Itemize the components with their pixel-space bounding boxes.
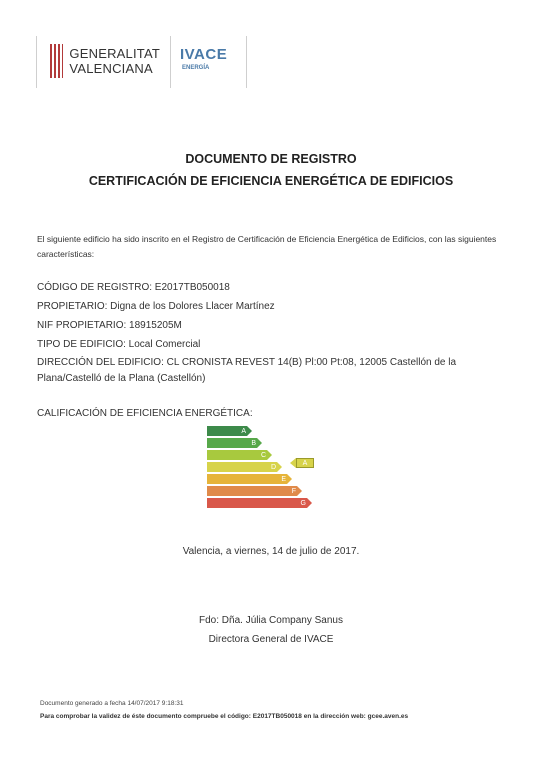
intro-paragraph: El siguiente edificio ha sido inscrito en el Registro de Certificación de Eficiencia Energética de Edificios, con las siguientes características: — [37, 234, 497, 259]
rating-bar-arrow-icon — [277, 462, 282, 472]
rating-bar-arrow-icon — [267, 450, 272, 460]
generalitat-emblem-icon — [50, 44, 63, 78]
generalitat-name-line1: GENERALITAT — [69, 46, 160, 61]
ivace-sub: ENERGÍA — [182, 65, 210, 71]
rating-bar-letter: A — [241, 427, 246, 435]
header-divider-left — [36, 36, 37, 88]
field-codigo-registro: CÓDIGO DE REGISTRO: E2017TB050018 — [37, 282, 230, 293]
rating-bar-arrow-icon — [307, 498, 312, 508]
rating-bar-f — [207, 486, 297, 496]
ivace-name: IVACE — [180, 46, 228, 63]
rating-bar-c — [207, 450, 267, 460]
rating-bar-d — [207, 462, 277, 472]
rating-bar-letter: D — [270, 463, 276, 471]
field-direccion-line2: Plana/Castelló de la Plana (Castellón) — [37, 373, 206, 384]
document-subtitle: CERTIFICACIÓN DE EFICIENCIA ENERGÉTICA DE EDIFICIOS — [88, 174, 454, 188]
footer-generated-date: Documento generado a fecha 14/07/2017 9:18:31 — [40, 700, 184, 707]
footer-validation-note: Para comprobar la validez de éste documento compruebe el código: E2017TB050018 en la dirección web: gcee.aven.es — [40, 713, 409, 720]
rating-bar-b — [207, 438, 257, 448]
header-divider-right — [246, 36, 247, 88]
signature-role: Directora General de IVACE — [208, 634, 334, 645]
rating-bar-letter: B — [251, 439, 256, 447]
rating-bar-a — [207, 426, 247, 436]
signature-name: Fdo: Dña. Júlia Company Sanus — [199, 615, 343, 626]
field-tipo-edificio: TIPO DE EDIFICIO: Local Comercial — [37, 339, 201, 350]
rating-bar-arrow-icon — [247, 426, 252, 436]
field-direccion-line1: DIRECCIÓN DEL EDIFICIO: CL CRONISTA REVEST 14(B) Pl:00 Pt:08, 12005 Castellón de la — [37, 357, 457, 368]
rating-bar-arrow-icon — [287, 474, 292, 484]
rating-indicator-letter: A — [296, 458, 314, 468]
rating-bar-letter: F — [291, 487, 296, 495]
generalitat-logo — [50, 38, 160, 84]
rating-bar-letter: G — [300, 499, 306, 507]
rating-bar-arrow-icon — [257, 438, 262, 448]
rating-indicator — [290, 458, 314, 468]
field-nif-propietario: NIF PROPIETARIO: 18915205M — [37, 320, 182, 331]
ivace-logo — [180, 46, 240, 82]
generalitat-name-line2: VALENCIANA — [69, 61, 153, 76]
field-propietario: PROPIETARIO: Digna de los Dolores Llacer Martínez — [37, 301, 275, 312]
header-divider-middle — [170, 36, 171, 88]
issue-date: Valencia, a viernes, 14 de julio de 2017. — [182, 546, 360, 557]
calificacion-label: CALIFICACIÓN DE EFICIENCIA ENERGÉTICA: — [37, 408, 253, 419]
rating-bar-e — [207, 474, 287, 484]
rating-bar-letter: E — [281, 475, 286, 483]
rating-bar-g — [207, 498, 307, 508]
rating-bar-arrow-icon — [297, 486, 302, 496]
rating-bar-letter: C — [260, 451, 266, 459]
document-title: DOCUMENTO DE REGISTRO — [185, 152, 357, 166]
